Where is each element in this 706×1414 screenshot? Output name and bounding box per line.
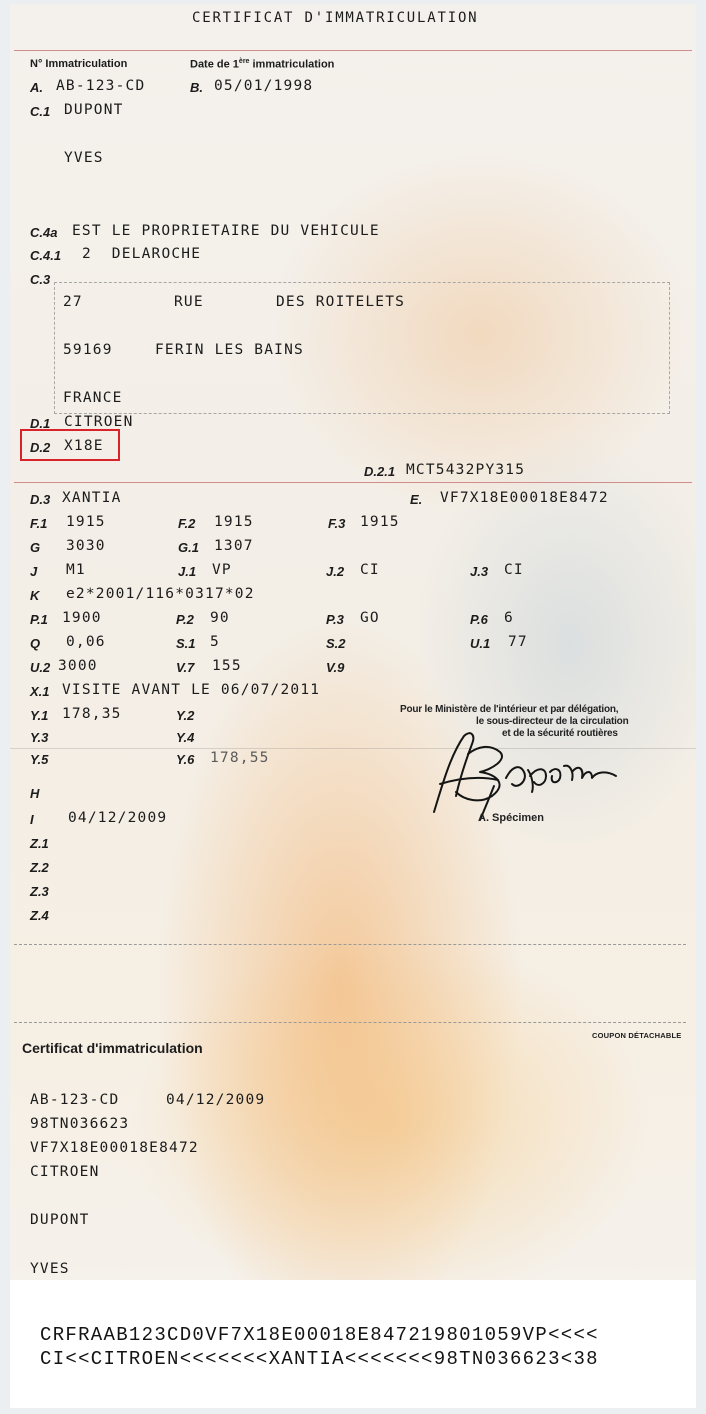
field-value-D21: MCT5432PY315 [406, 462, 526, 478]
coupon-detachable-label: COUPON DÉTACHABLE [592, 1031, 682, 1040]
field-label-C3: C.3 [30, 272, 51, 287]
field-label-Z4: Z.4 [30, 908, 49, 923]
field-value-I: 04/12/2009 [68, 810, 168, 826]
coupon-plate: AB-123-CD [30, 1092, 120, 1108]
field-label-Y2: Y.2 [176, 708, 195, 723]
field-label-Y1: Y.1 [30, 708, 49, 723]
field-label-D21: D.2.1 [364, 464, 396, 479]
signature-authority-line2: le sous-directeur de la circulation [476, 716, 629, 727]
field-value-S1: 5 [210, 634, 220, 650]
field-value-X1: VISITE AVANT LE 06/07/2011 [62, 682, 321, 698]
coupon-separator-upper [14, 944, 686, 945]
field-value-P1: 1900 [62, 610, 102, 626]
field-label-F2: F.2 [178, 516, 196, 531]
field-label-J: J [30, 564, 38, 579]
field-label-G1: G.1 [178, 540, 199, 555]
coupon-make: CITROEN [30, 1164, 100, 1180]
field-label-V7: V.7 [176, 660, 195, 675]
field-label-V9: V.9 [326, 660, 345, 675]
field-label-C4a: C.4a [30, 225, 58, 240]
coupon-firstname: YVES [30, 1261, 70, 1277]
field-label-P3: P.3 [326, 612, 344, 627]
field-value-P3: GO [360, 610, 380, 626]
field-value-K: e2*2001/116*0317*02 [66, 586, 255, 602]
field-value-V7: 155 [212, 658, 242, 674]
field-label-K: K [30, 588, 40, 603]
field-label-Y6: Y.6 [176, 752, 195, 767]
title-rule [14, 50, 692, 51]
field-value-F1: 1915 [66, 514, 106, 530]
field-label-U1: U.1 [470, 636, 491, 651]
field-label-D3: D.3 [30, 492, 51, 507]
field-value-B: 05/01/1998 [214, 78, 314, 94]
field-label-A: A. [30, 80, 43, 95]
field-value-U2: 3000 [58, 658, 98, 674]
field-label-Z2: Z.2 [30, 860, 49, 875]
address-postcode: 59169 [63, 342, 113, 358]
field-value-C1-firstname: YVES [64, 150, 104, 166]
mrz-line-1: CRFRAAB123CD0VF7X18E00018E847219801059VP<<<< [40, 1324, 599, 1346]
field-value-C41: 2 DELAROCHE [82, 246, 202, 262]
field-value-G: 3030 [66, 538, 106, 554]
field-value-Q: 0,06 [66, 634, 106, 650]
coupon-date: 04/12/2009 [166, 1092, 266, 1108]
registration-certificate [10, 4, 696, 1408]
field-label-G: G [30, 540, 41, 555]
field-value-J1: VP [212, 562, 232, 578]
field-label-J3: J.3 [470, 564, 489, 579]
field-value-C4a: EST LE PROPRIETAIRE DU VEHICULE [72, 223, 380, 239]
field-value-D3: XANTIA [62, 490, 122, 506]
label-immatriculation-number: N° Immatriculation [30, 58, 128, 70]
field-label-I: I [30, 812, 34, 827]
section-rule [14, 482, 692, 483]
field-label-Q: Q [30, 636, 41, 651]
field-label-P1: P.1 [30, 612, 48, 627]
field-label-S2: S.2 [326, 636, 346, 651]
field-value-Y1: 178,35 [62, 706, 122, 722]
mrz-line-2: CI<<CITROEN<<<<<<<XANTIA<<<<<<<98TN036623<38 [40, 1348, 599, 1370]
field-label-P2: P.2 [176, 612, 194, 627]
field-label-H: H [30, 786, 40, 801]
field-label-C41: C.4.1 [30, 248, 62, 263]
address-country: FRANCE [63, 390, 123, 406]
coupon-surname: DUPONT [30, 1212, 90, 1228]
field-value-J3: CI [504, 562, 524, 578]
field-value-A: AB-123-CD [56, 78, 146, 94]
field-label-Y4: Y.4 [176, 730, 195, 745]
field-value-U1: 77 [508, 634, 528, 650]
coupon-vin: VF7X18E00018E8472 [30, 1140, 199, 1156]
document-title: CERTIFICAT D'IMMATRICULATION [192, 10, 479, 26]
address-city: FERIN LES BAINS [155, 342, 304, 358]
field-value-Y6: 178,55 [210, 750, 270, 766]
field-value-G1: 1307 [214, 538, 254, 554]
address-street-name: DES ROITELETS [276, 294, 406, 310]
field-value-P6: 6 [504, 610, 514, 626]
field-label-Z3: Z.3 [30, 884, 49, 899]
field-label-Y5: Y.5 [30, 752, 49, 767]
field-label-P6: P.6 [470, 612, 488, 627]
field-value-P2: 90 [210, 610, 230, 626]
field-label-S1: S.1 [176, 636, 196, 651]
field-value-F3: 1915 [360, 514, 400, 530]
field-label-F3: F.3 [328, 516, 346, 531]
field-label-J1: J.1 [178, 564, 197, 579]
field-label-E: E. [410, 492, 423, 507]
signature-name: A. Spécimen [478, 812, 545, 824]
signature-authority-line3: et de la sécurité routières [502, 728, 618, 739]
field-value-C1-surname: DUPONT [64, 102, 124, 118]
field-label-C1: C.1 [30, 104, 51, 119]
coupon-separator [14, 1022, 686, 1023]
address-street-type: RUE [174, 294, 204, 310]
field-label-Z1: Z.1 [30, 836, 49, 851]
field-value-F2: 1915 [214, 514, 254, 530]
coupon-formula-number: 98TN036623 [30, 1116, 130, 1132]
field-value-D2: X18E [64, 438, 104, 454]
handwritten-signature [420, 726, 630, 822]
field-label-D1: D.1 [30, 416, 51, 431]
field-value-J: M1 [66, 562, 86, 578]
field-label-J2: J.2 [326, 564, 345, 579]
label-first-registration-date: Date de 1ère immatriculation [190, 58, 335, 71]
field-value-D1: CITROEN [64, 414, 134, 430]
address-number: 27 [63, 294, 83, 310]
field-value-J2: CI [360, 562, 380, 578]
field-label-X1: X.1 [30, 684, 50, 699]
field-label-U2: U.2 [30, 660, 51, 675]
field-value-E: VF7X18E00018E8472 [440, 490, 609, 506]
field-label-D2: D.2 [30, 440, 51, 455]
signature-authority-line1: Pour le Ministère de l'intérieur et par délégation, [400, 704, 619, 715]
field-label-F1: F.1 [30, 516, 48, 531]
coupon-title: Certificat d'immatriculation [22, 1040, 203, 1056]
field-label-B: B. [190, 80, 203, 95]
field-label-Y3: Y.3 [30, 730, 49, 745]
